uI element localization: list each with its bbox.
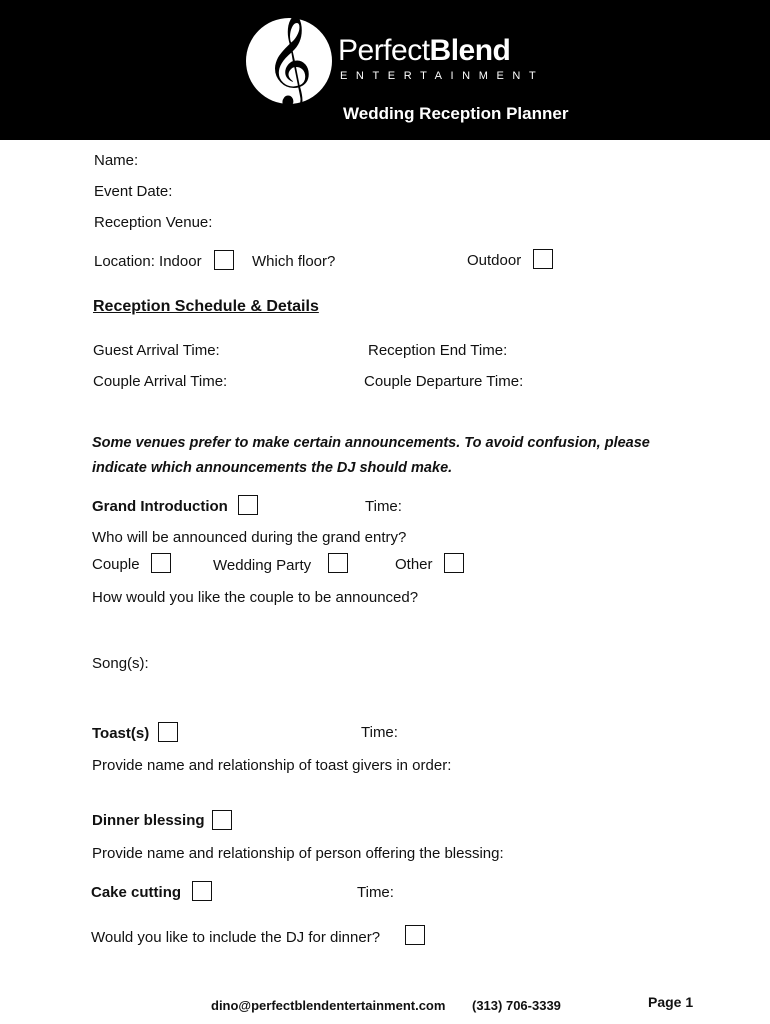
- guest-arrival-label: Guest Arrival Time:: [93, 342, 220, 359]
- note-line-1: Some venues prefer to make certain announcements. To avoid confusion, please: [92, 435, 650, 451]
- note-line-2: indicate which announcements the DJ should make.: [92, 460, 453, 476]
- brand-subtitle: ENTERTAINMENT: [340, 70, 545, 82]
- wedding-party-label: Wedding Party: [213, 557, 312, 574]
- couple-arrival-label: Couple Arrival Time:: [93, 373, 228, 390]
- footer-phone: (313) 706-3339: [472, 998, 561, 1013]
- dj-dinner-checkbox[interactable]: [405, 925, 425, 945]
- cake-cutting-checkbox[interactable]: [192, 881, 212, 901]
- event-date-label: Event Date:: [94, 183, 173, 200]
- footer-email: dino@perfectblendentertainment.com: [211, 998, 446, 1013]
- outdoor-label: Outdoor: [467, 252, 522, 269]
- wedding-party-checkbox[interactable]: [328, 553, 348, 573]
- other-checkbox[interactable]: [444, 553, 464, 573]
- toasts-checkbox[interactable]: [158, 722, 178, 742]
- grand-intro-time-label: Time:: [365, 498, 402, 515]
- schedule-heading: Reception Schedule & Details: [93, 298, 319, 315]
- toasts-label: Toast(s): [92, 725, 150, 742]
- dinner-blessing-label: Dinner blessing: [92, 812, 205, 829]
- other-label: Other: [395, 556, 433, 573]
- blessing-provider-label: Provide name and relationship of person offering the blessing:: [92, 845, 504, 862]
- couple-departure-label: Couple Departure Time:: [364, 373, 524, 390]
- dinner-blessing-checkbox[interactable]: [212, 810, 232, 830]
- indoor-checkbox[interactable]: [214, 250, 234, 270]
- songs-label: Song(s):: [92, 655, 149, 672]
- announce-question: How would you like the couple to be announced?: [92, 589, 419, 606]
- toasts-time-label: Time:: [361, 724, 398, 741]
- treble-clef-icon: 𝄞: [265, 13, 313, 106]
- toast-givers-label: Provide name and relationship of toast givers in order:: [92, 757, 452, 774]
- outdoor-checkbox[interactable]: [533, 249, 553, 269]
- reception-end-label: Reception End Time:: [368, 342, 508, 359]
- cake-cutting-label: Cake cutting: [91, 884, 182, 901]
- cake-time-label: Time:: [357, 884, 394, 901]
- grand-intro-checkbox[interactable]: [238, 495, 258, 515]
- venue-label: Reception Venue:: [94, 214, 213, 231]
- brand-bold: Blend: [429, 34, 511, 67]
- name-label: Name:: [94, 152, 139, 169]
- header-banner: [0, 0, 770, 140]
- brand-light: Perfect: [338, 34, 430, 67]
- brand-name: [338, 34, 510, 68]
- page-number: Page 1: [648, 994, 694, 1010]
- couple-label: Couple: [92, 556, 140, 573]
- dj-dinner-question: Would you like to include the DJ for dinner?: [91, 929, 381, 946]
- location-indoor-label: Location: Indoor: [94, 253, 202, 270]
- page-title: Wedding Reception Planner: [343, 104, 569, 123]
- grand-entry-question: Who will be announced during the grand entry?: [92, 529, 407, 546]
- couple-checkbox[interactable]: [151, 553, 171, 573]
- which-floor-label: Which floor?: [252, 253, 336, 270]
- grand-intro-label: Grand Introduction: [92, 498, 228, 515]
